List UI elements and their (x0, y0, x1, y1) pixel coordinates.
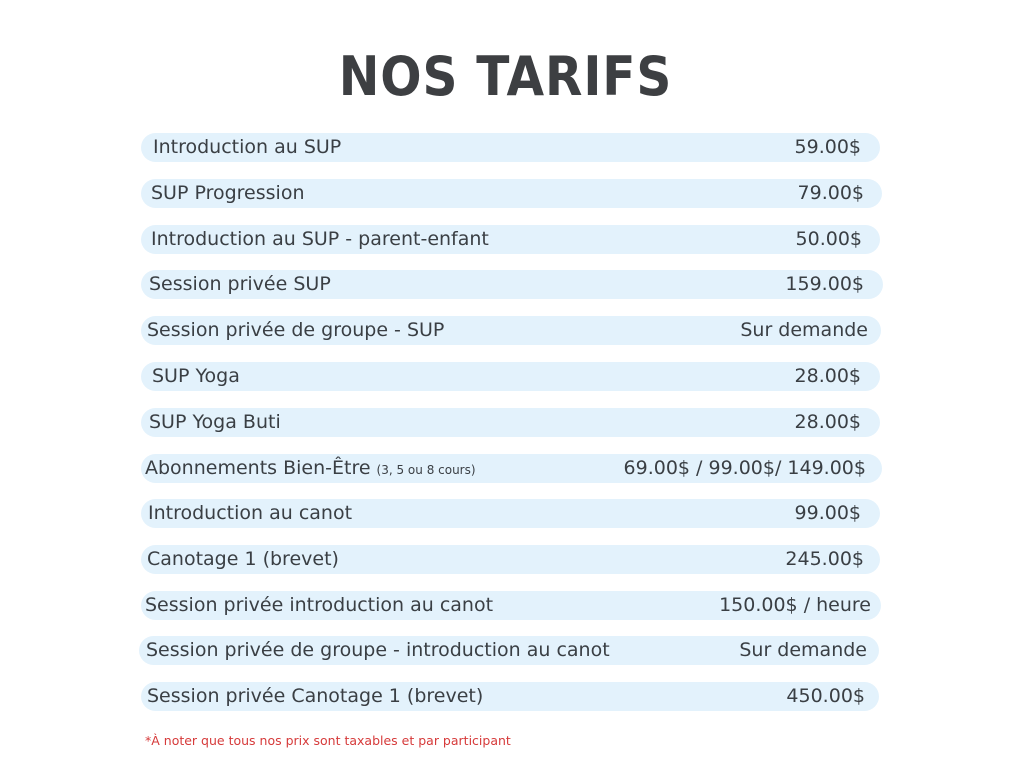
service-price: Sur demande (740, 319, 868, 341)
price-row (141, 545, 880, 574)
service-price: 99.00$ (794, 502, 861, 524)
service-name: Introduction au SUP (153, 136, 342, 158)
service-price: 28.00$ (794, 411, 861, 433)
price-row (141, 682, 879, 711)
price-row (141, 362, 880, 391)
service-price: 79.00$ (797, 182, 864, 204)
service-name: SUP Yoga Buti (149, 411, 281, 433)
price-row (141, 591, 881, 620)
service-price: 450.00$ (786, 685, 865, 707)
service-name (145, 454, 476, 485)
service-note: (3, 5 ou 8 cours) (376, 463, 476, 477)
service-name: Canotage 1 (brevet) (147, 548, 339, 570)
service-name-text: Abonnements Bien-Être (145, 457, 371, 479)
price-row (141, 179, 882, 208)
price-row (141, 133, 880, 162)
service-price: 159.00$ (785, 273, 864, 295)
service-name: Session privée de groupe - introduction au canot (146, 639, 610, 661)
service-name: Session privée Canotage 1 (brevet) (147, 685, 484, 707)
price-row (139, 636, 879, 665)
service-price: Sur demande (739, 639, 867, 661)
service-price: 59.00$ (794, 136, 861, 158)
price-row (141, 499, 880, 528)
service-name: Session privée SUP (149, 273, 331, 295)
price-row (141, 408, 880, 437)
service-name: Session privée de groupe - SUP (147, 319, 445, 341)
price-row (141, 454, 882, 483)
service-name: SUP Yoga (152, 365, 240, 387)
price-row (141, 316, 881, 345)
service-price: 69.00$ / 99.00$/ 149.00$ (623, 457, 866, 479)
service-price: 150.00$ / heure (719, 594, 871, 616)
service-name: Session privée introduction au canot (145, 594, 494, 616)
service-name: SUP Progression (151, 182, 305, 204)
service-name: Introduction au canot (148, 502, 353, 524)
service-price: 245.00$ (785, 548, 864, 570)
price-row (141, 270, 883, 299)
service-price: 50.00$ (795, 228, 862, 250)
footnote: *À noter que tous nos prix sont taxables et par participant (145, 733, 511, 748)
page-title: NOS TARIFS (338, 45, 673, 108)
service-price: 28.00$ (794, 365, 861, 387)
service-name: Introduction au SUP - parent-enfant (151, 228, 489, 250)
price-row (141, 225, 880, 254)
